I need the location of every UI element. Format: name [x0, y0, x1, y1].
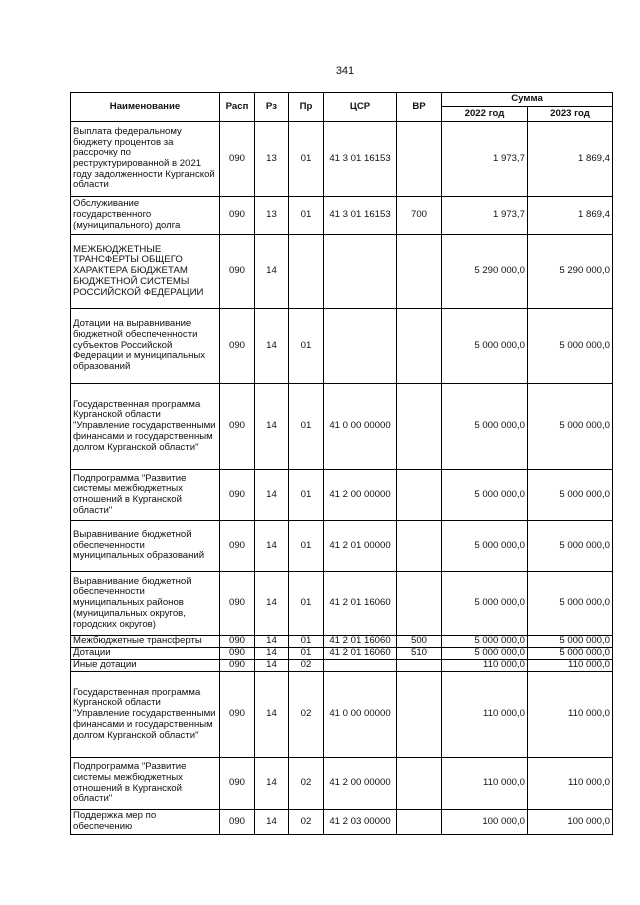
name-cell: МЕЖБЮДЖЕТНЫЕ ТРАНСФЕРТЫ ОБЩЕГО ХАРАКТЕРА БЮДЖЕТАМ БЮДЖЕТНОЙ СИСТЕМЫ РОССИЙСКОЙ ФЕДЕРАЦИИ [71, 235, 220, 309]
rasp-cell: 090 [220, 672, 255, 758]
table-row [71, 235, 613, 309]
sum-2022-cell: 5 000 000,0 [442, 521, 528, 572]
table-row [71, 384, 613, 470]
rasp-cell: 090 [220, 648, 255, 660]
rasp-cell: 090 [220, 572, 255, 636]
sum-2023-cell: 100 000,0 [528, 810, 613, 835]
table-row [71, 758, 613, 810]
header-name: Наименование [71, 93, 220, 122]
sum-2022-cell: 5 000 000,0 [442, 648, 528, 660]
rasp-cell: 090 [220, 384, 255, 470]
header-rasp: Расп [220, 93, 255, 122]
table-row [71, 309, 613, 384]
sum-2022-cell: 110 000,0 [442, 660, 528, 672]
sum-2022-cell: 110 000,0 [442, 672, 528, 758]
budget-table [70, 92, 613, 835]
sum-2022-cell: 110 000,0 [442, 758, 528, 810]
header-pr: Пр [289, 93, 324, 122]
pr-cell: 02 [289, 672, 324, 758]
rasp-cell: 090 [220, 235, 255, 309]
csr-cell: 41 2 01 16060 [324, 572, 397, 636]
rz-cell: 14 [255, 810, 289, 835]
sum-2022-cell: 100 000,0 [442, 810, 528, 835]
pr-cell: 01 [289, 309, 324, 384]
pr-cell: 01 [289, 122, 324, 197]
pr-cell: 01 [289, 384, 324, 470]
name-cell: Государственная программа Курганской области "Управление государственными финансами и государственным долгом Курганской области" [71, 384, 220, 470]
header-2022: 2022 год [442, 107, 528, 122]
sum-2022-cell: 5 000 000,0 [442, 384, 528, 470]
vr-cell [397, 235, 442, 309]
pr-cell: 01 [289, 648, 324, 660]
vr-cell: 500 [397, 636, 442, 648]
pr-cell: 01 [289, 521, 324, 572]
csr-cell: 41 2 00 00000 [324, 758, 397, 810]
rasp-cell: 090 [220, 197, 255, 235]
pr-cell: 02 [289, 810, 324, 835]
sum-2022-cell: 1 973,7 [442, 197, 528, 235]
page-number: 341 [335, 65, 355, 77]
sum-2022-cell: 5 000 000,0 [442, 470, 528, 521]
sum-2023-cell: 5 290 000,0 [528, 235, 613, 309]
sum-2022-cell: 1 973,7 [442, 122, 528, 197]
header-csr: ЦСР [324, 93, 397, 122]
rz-cell: 14 [255, 235, 289, 309]
vr-cell [397, 521, 442, 572]
csr-cell [324, 309, 397, 384]
name-cell: Дотации [71, 648, 220, 660]
sum-2023-cell: 5 000 000,0 [528, 648, 613, 660]
csr-cell [324, 235, 397, 309]
header-rz: Рз [255, 93, 289, 122]
csr-cell: 41 2 03 00000 [324, 810, 397, 835]
name-cell: Подпрограмма "Развитие системы межбюджетных отношений в Курганской области" [71, 758, 220, 810]
pr-cell [289, 235, 324, 309]
name-cell: Поддержка мер по обеспечению [71, 810, 220, 835]
csr-cell: 41 2 01 16060 [324, 636, 397, 648]
table-row [71, 122, 613, 197]
vr-cell [397, 309, 442, 384]
sum-2023-cell: 110 000,0 [528, 672, 613, 758]
vr-cell [397, 572, 442, 636]
sum-2023-cell: 5 000 000,0 [528, 384, 613, 470]
table-body [71, 122, 613, 835]
rz-cell: 14 [255, 572, 289, 636]
name-cell: Выравнивание бюджетной обеспеченности муниципальных образований [71, 521, 220, 572]
vr-cell [397, 122, 442, 197]
rasp-cell: 090 [220, 758, 255, 810]
sum-2023-cell: 1 869,4 [528, 122, 613, 197]
table-row [71, 648, 613, 660]
header-2023: 2023 год [528, 107, 613, 122]
name-cell: Иные дотации [71, 660, 220, 672]
sum-2023-cell: 1 869,4 [528, 197, 613, 235]
csr-cell: 41 2 00 00000 [324, 470, 397, 521]
vr-cell [397, 660, 442, 672]
rz-cell: 14 [255, 521, 289, 572]
vr-cell [397, 470, 442, 521]
table-row [71, 572, 613, 636]
sum-2023-cell: 110 000,0 [528, 660, 613, 672]
rz-cell: 13 [255, 197, 289, 235]
rz-cell: 14 [255, 758, 289, 810]
pr-cell: 01 [289, 572, 324, 636]
name-cell: Обслуживание государственного (муниципального) долга [71, 197, 220, 235]
vr-cell [397, 758, 442, 810]
rz-cell: 14 [255, 648, 289, 660]
sum-2022-cell: 5 290 000,0 [442, 235, 528, 309]
name-cell: Выплата федеральному бюджету процентов за рассрочку по реструктурированной в 2021 году задолженности Курганской области [71, 122, 220, 197]
table-row [71, 636, 613, 648]
rasp-cell: 090 [220, 122, 255, 197]
csr-cell: 41 0 00 00000 [324, 672, 397, 758]
rasp-cell: 090 [220, 309, 255, 384]
rz-cell: 14 [255, 660, 289, 672]
csr-cell: 41 3 01 16153 [324, 197, 397, 235]
vr-cell [397, 810, 442, 835]
table-row [71, 672, 613, 758]
pr-cell: 01 [289, 470, 324, 521]
rasp-cell: 090 [220, 660, 255, 672]
rz-cell: 14 [255, 309, 289, 384]
pr-cell: 01 [289, 197, 324, 235]
csr-cell: 41 2 01 00000 [324, 521, 397, 572]
table-row [71, 810, 613, 835]
rasp-cell: 090 [220, 470, 255, 521]
name-cell: Подпрограмма "Развитие системы межбюджетных отношений в Курганской области" [71, 470, 220, 521]
csr-cell [324, 660, 397, 672]
rz-cell: 13 [255, 122, 289, 197]
name-cell: Государственная программа Курганской области "Управление государственными финансами и государственным долгом Курганской области" [71, 672, 220, 758]
sum-2023-cell: 110 000,0 [528, 758, 613, 810]
rz-cell: 14 [255, 672, 289, 758]
vr-cell [397, 672, 442, 758]
name-cell: Дотации на выравнивание бюджетной обеспеченности субъектов Российской Федерации и муниципальных образований [71, 309, 220, 384]
rz-cell: 14 [255, 636, 289, 648]
rz-cell: 14 [255, 470, 289, 521]
table-row [71, 660, 613, 672]
sum-2023-cell: 5 000 000,0 [528, 521, 613, 572]
table-row [71, 197, 613, 235]
csr-cell: 41 3 01 16153 [324, 122, 397, 197]
sum-2022-cell: 5 000 000,0 [442, 309, 528, 384]
sum-2022-cell: 5 000 000,0 [442, 636, 528, 648]
rasp-cell: 090 [220, 810, 255, 835]
table-row [71, 470, 613, 521]
vr-cell: 700 [397, 197, 442, 235]
table-row [71, 521, 613, 572]
sum-2023-cell: 5 000 000,0 [528, 309, 613, 384]
csr-cell: 41 0 00 00000 [324, 384, 397, 470]
csr-cell: 41 2 01 16060 [324, 648, 397, 660]
header-sum: Сумма [442, 93, 613, 107]
sum-2022-cell: 5 000 000,0 [442, 572, 528, 636]
rasp-cell: 090 [220, 521, 255, 572]
pr-cell: 01 [289, 636, 324, 648]
sum-2023-cell: 5 000 000,0 [528, 636, 613, 648]
table-header [71, 93, 613, 122]
pr-cell: 02 [289, 660, 324, 672]
name-cell: Межбюджетные трансферты [71, 636, 220, 648]
rz-cell: 14 [255, 384, 289, 470]
name-cell: Выравнивание бюджетной обеспеченности муниципальных районов (муниципальных округов, городских округов) [71, 572, 220, 636]
header-vr: ВР [397, 93, 442, 122]
pr-cell: 02 [289, 758, 324, 810]
vr-cell: 510 [397, 648, 442, 660]
vr-cell [397, 384, 442, 470]
rasp-cell: 090 [220, 636, 255, 648]
sum-2023-cell: 5 000 000,0 [528, 572, 613, 636]
sum-2023-cell: 5 000 000,0 [528, 470, 613, 521]
